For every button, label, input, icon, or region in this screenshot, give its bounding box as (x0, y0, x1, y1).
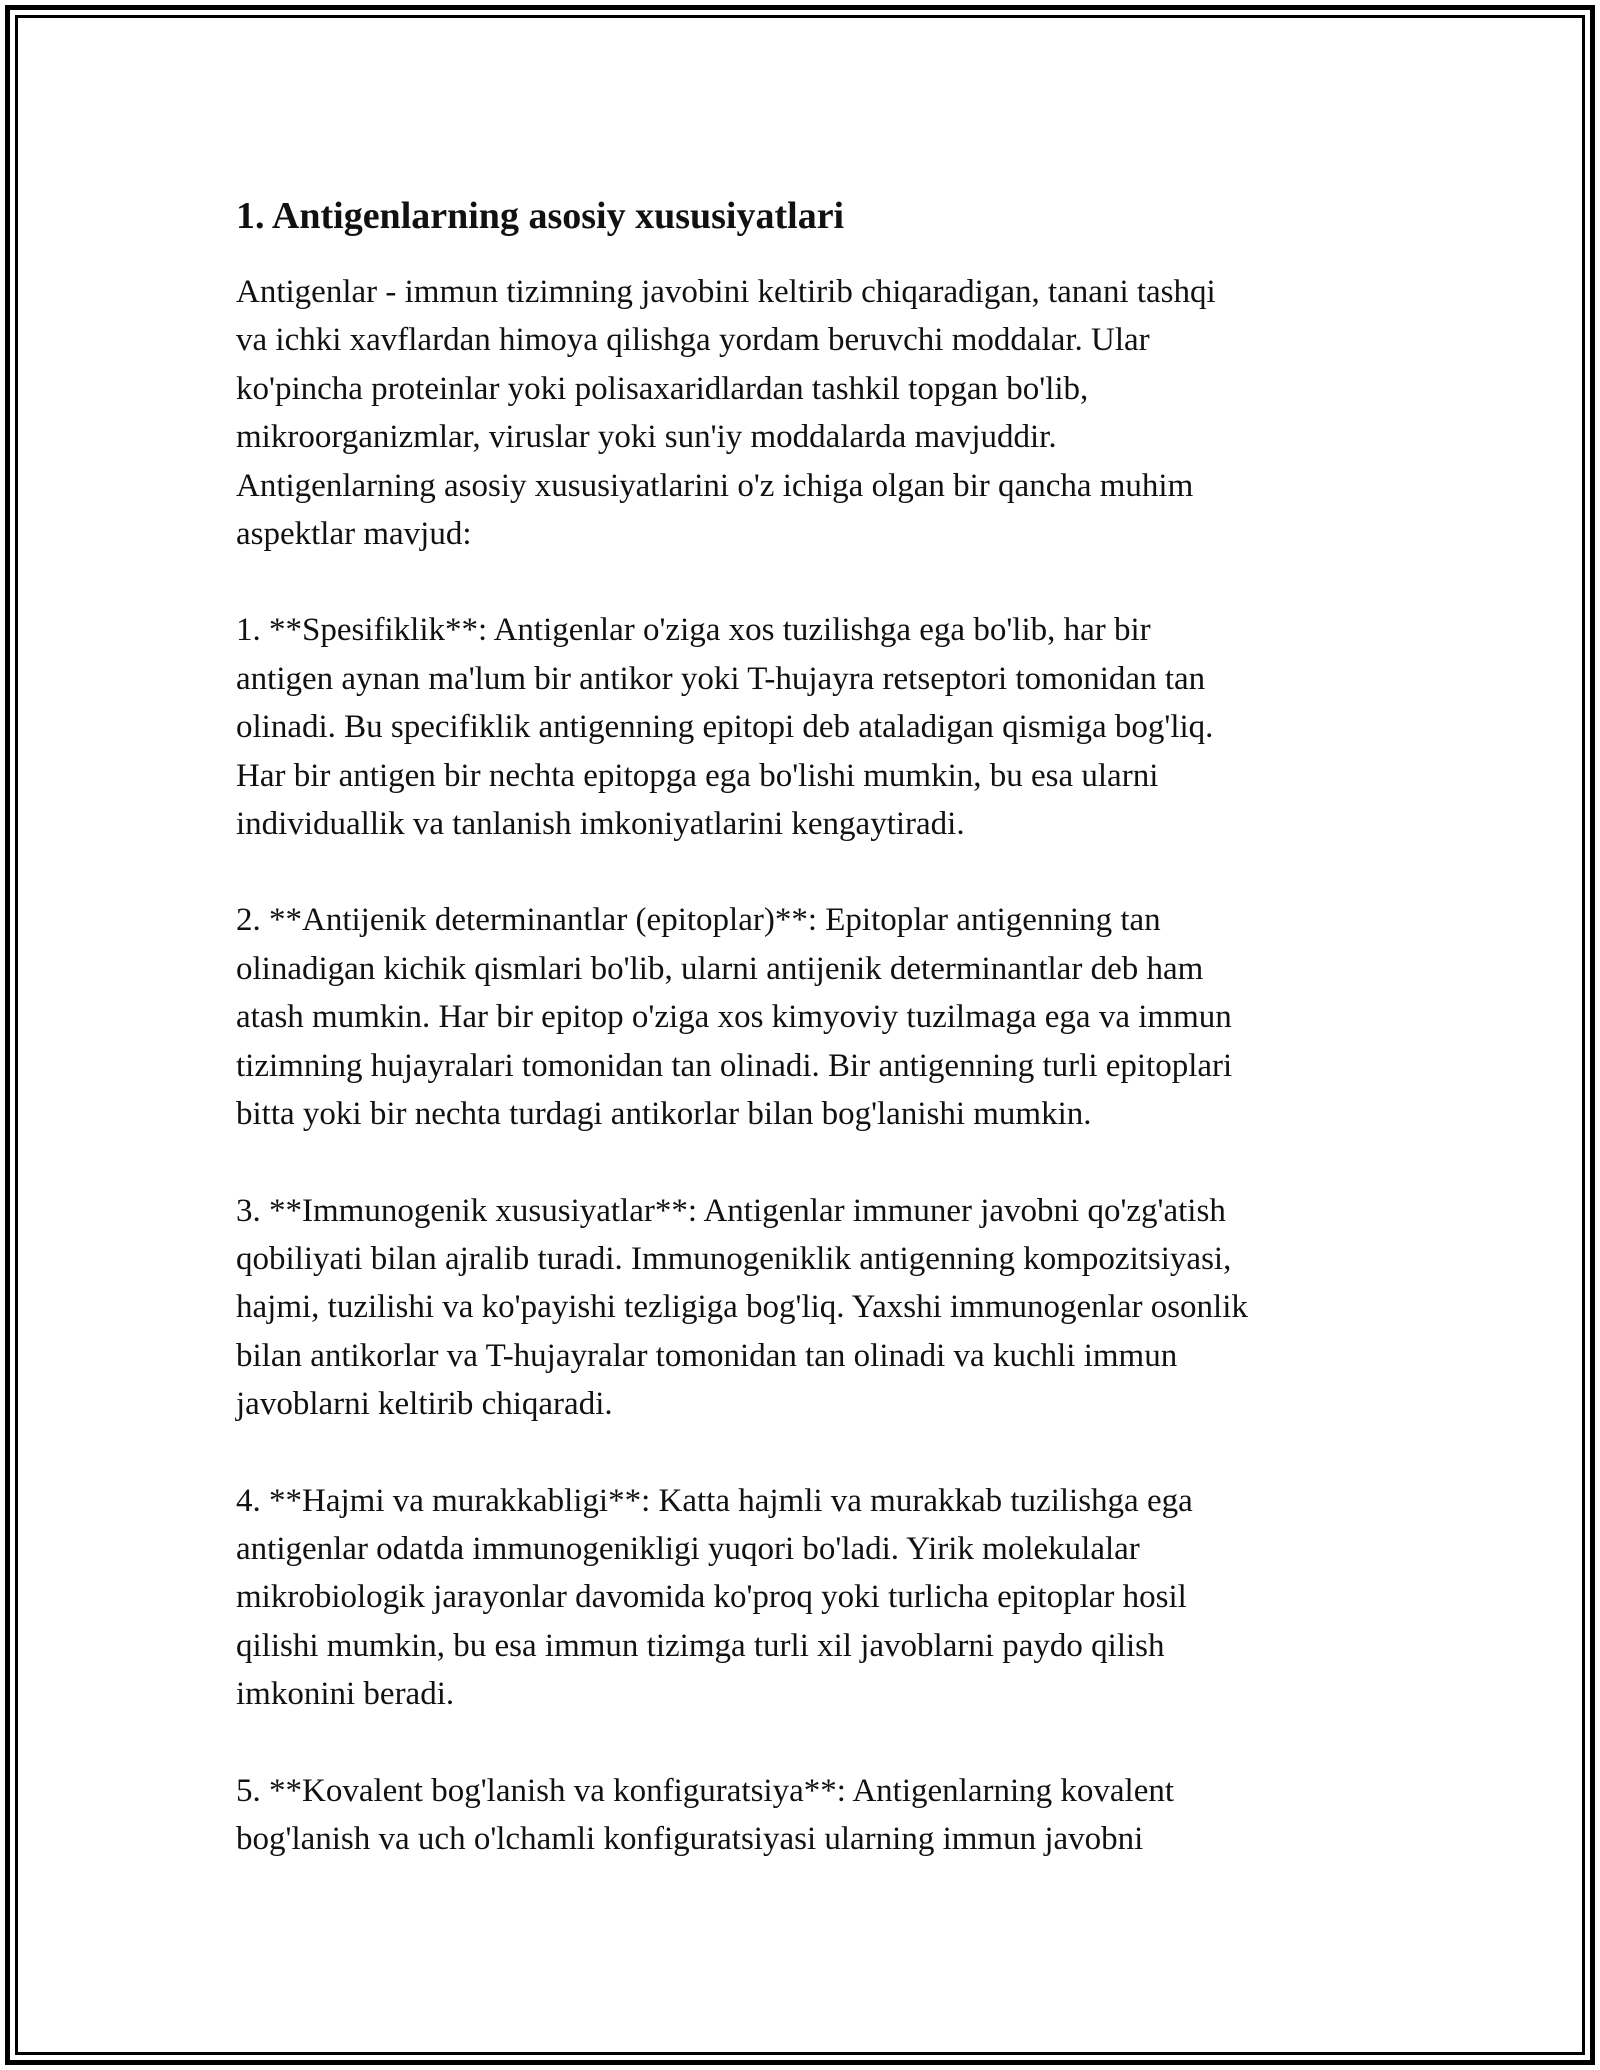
intro-paragraph (236, 268, 1376, 558)
list-item-determinants (236, 896, 1376, 1138)
list-item-immunogenic (236, 1187, 1376, 1429)
text-line: 5. **Kovalent bog'lanish va konfiguratsiya**: Antigenlarning kovalent (236, 1772, 1175, 1809)
section-title: 1. Antigenlarning asosiy xususiyatlari (236, 195, 845, 237)
text-line: bilan antikorlar va T-hujayralar tomonidan tan olinadi va kuchli immun (236, 1337, 1178, 1374)
text-line: qobiliyati bilan ajralib turadi. Immunogeniklik antigenning kompozitsiyasi, (236, 1240, 1232, 1277)
text-line: individuallik va tanlanish imkoniyatlarini kengaytiradi. (236, 806, 965, 843)
text-line: 1. **Spesifiklik**: Antigenlar o'ziga xos tuzilishga ega bo'lib, har bir (236, 612, 1151, 649)
list-item-size-complexity (236, 1477, 1376, 1719)
document-body (236, 186, 1376, 1911)
text-line: olinadigan kichik qismlari bo'lib, ularni antijenik determinantlar deb ham (236, 950, 1204, 987)
text-line: hajmi, tuzilishi va ko'payishi tezligiga bog'liq. Yaxshi immunogenlar osonlik (236, 1289, 1248, 1326)
text-line: qilishi mumkin, bu esa immun tizimga turli xil javoblarni paydo qilish (236, 1627, 1165, 1664)
text-line: aspektlar mavjud: (236, 516, 472, 553)
text-line: mikroorganizmlar, viruslar yoki sun'iy moddalarda mavjuddir. (236, 419, 1057, 456)
text-line: mikrobiologik jarayonlar davomida ko'proq yoki turlicha epitoplar hosil (236, 1579, 1187, 1616)
text-line: bitta yoki bir nechta turdagi antikorlar bilan bog'lanishi mumkin. (236, 1096, 1092, 1133)
text-line: antigen aynan ma'lum bir antikor yoki T-hujayra retseptori tomonidan tan (236, 660, 1206, 697)
text-line: 3. **Immunogenik xususiyatlar**: Antigenlar immuner javobni qo'zg'atish (236, 1192, 1226, 1229)
text-line: javoblarni keltirib chiqaradi. (236, 1386, 613, 1423)
text-line: bog'lanish va uch o'lchamli konfiguratsiyasi ularning immun javobni (236, 1820, 1144, 1857)
text-line: ko'pincha proteinlar yoki polisaxaridlardan tashkil topgan bo'lib, (236, 370, 1089, 407)
list-item-covalent (236, 1767, 1376, 1864)
text-line: olinadi. Bu specifiklik antigenning epitopi deb ataladigan qismiga bog'liq. (236, 709, 1214, 746)
text-line: 4. **Hajmi va murakkabligi**: Katta hajmli va murakkab tuzilishga ega (236, 1482, 1193, 1519)
text-line: Antigenlarning asosiy xususiyatlarini o'z ichiga olgan bir qancha muhim (236, 467, 1194, 504)
text-line: 2. **Antijenik determinantlar (epitoplar)**: Epitoplar antigenning tan (236, 902, 1161, 939)
list-item-specificity (236, 606, 1376, 848)
text-line: tizimning hujayralari tomonidan tan olinadi. Bir antigenning turli epitoplari (236, 1047, 1233, 1084)
text-line: antigenlar odatda immunogenikligi yuqori bo'ladi. Yirik molekulalar (236, 1530, 1140, 1567)
text-line: va ichki xavflardan himoya qilishga yordam beruvchi moddalar. Ular (236, 322, 1150, 359)
text-line: Antigenlar - immun tizimning javobini keltirib chiqaradigan, tanani tashqi (236, 274, 1216, 310)
text-line: imkonini beradi. (236, 1676, 455, 1713)
text-line: Har bir antigen bir nechta epitopga ega bo'lishi mumkin, bu esa ularni (236, 757, 1159, 794)
text-line: atash mumkin. Har bir epitop o'ziga xos kimyoviy tuzilmaga ega va immun (236, 999, 1232, 1036)
